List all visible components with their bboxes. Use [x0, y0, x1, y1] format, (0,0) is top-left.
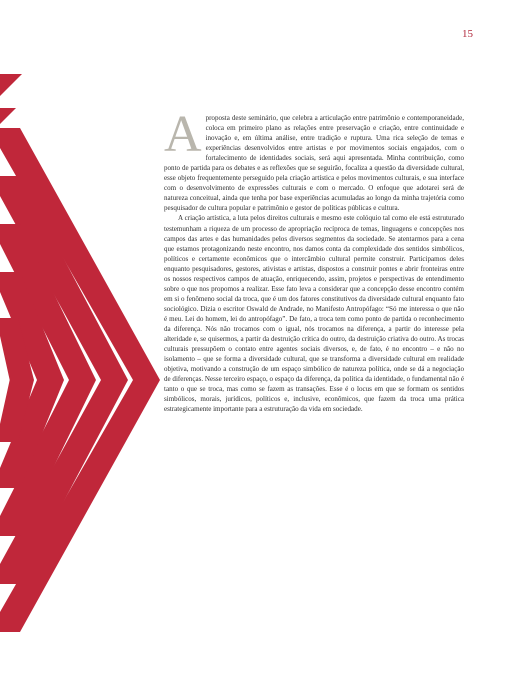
chevron-pattern: [0, 0, 180, 680]
paragraph-1: [164, 106, 464, 213]
page-number: 15: [462, 28, 473, 40]
paragraph-1-text: proposta deste seminário, que celebra a articulação entre patrimônio e contemporaneidade, coloca em primeiro plano as relações entre preservação e criação, entre continuidade e inovação e, em última análise, entre tradição e ruptura. Uma rica seleção de temas e experiências desenvolvidos entre artistas e por movimentos sociais engajados, com o fortalecimento de identidades sociais, será aqui apresentada. Minha contribuição, como ponto de partida para os debates e as reflexões que se seguirão, focaliza a questão da diversidade cultural, esse objeto frequentemente perseguido pela criação artística e pelos movimentos culturais, e sua interface com o desenvolvimento de expressões culturais e com o mercado. O enfoque que adotarei será de natureza conceitual, ainda que tenha por base experiências acumuladas ao longo da minha trajetória como pesquisador de cultura popular e patrimônio e gestor de políticas públicas e cultura.: [164, 114, 464, 213]
top-stripe-1: [0, 74, 22, 96]
article-body: [164, 106, 464, 414]
drop-cap: A: [164, 106, 202, 163]
top-stripe-1b: [0, 108, 16, 124]
chevron-group: [0, 74, 160, 632]
paragraph-2: A criação artística, a luta pelos direitos culturais e mesmo este colóquio tal como ele está estruturado testemunham a riqueza de um processo de apropriação recíproca de temas, linguagens e concepções nos campos das artes e das humanidades pelos diversos segmentos da sociedade. Se atentarmos para a cena que estamos protagonizando neste encontro, nos damos conta da complexidade dos sentidos simbólicos, políticos e certamente econômicos que o intercâmbio cultural permite construir. Participamos deles enquanto pesquisadores, gestores, ativistas e artistas, dispostos a construir pontes e abrir fronteiras entre os nossos respectivos campos de atuação, enriquecendo, assim, projetos e perspectivas de entendimento sobre o que nos propomos a realizar. Esse fato leva a considerar que a concepção desse encontro contém em si o fenômeno social da troca, que é um dos fatores constitutivos da diversidade cultural enquanto fato sociológico. Dizia o escritor Oswald de Andrade, no Manifesto Antropófago: “Só me interessa o que não é meu. Lei do homem, lei do antropófago”. De fato, a troca tem como ponto de partida o reconhecimento da diferença. Nós não trocamos com o igual, nós trocamos na diferença, a partir do interesse pela alteridade e, se quisermos, a partir da destruição crítica do outro, da destruição criativa do outro. As trocas culturais pressupõem o contato entre agentes sociais diversos, e, de fato, é no encontro – e não no isolamento – que se forma a diversidade cultural, que se transforma a diversidade cultural em realidade objetiva, motivando a construção de um espaço simbólico de natureza política, onde se dá a negociação de diferenças. Nesse terceiro espaço, o espaço da diferença, da política da identidade, o fundamental não é tanto o que se troca, mas como se fazem as transações. Esse é o locus em que se formam os sentidos simbólicos, morais, jurídicos, políticos e, inclusive, econômicos, que fazem da troca uma prática estrategicamente importante para a estruturação da vida em sociedade.: [164, 214, 464, 414]
